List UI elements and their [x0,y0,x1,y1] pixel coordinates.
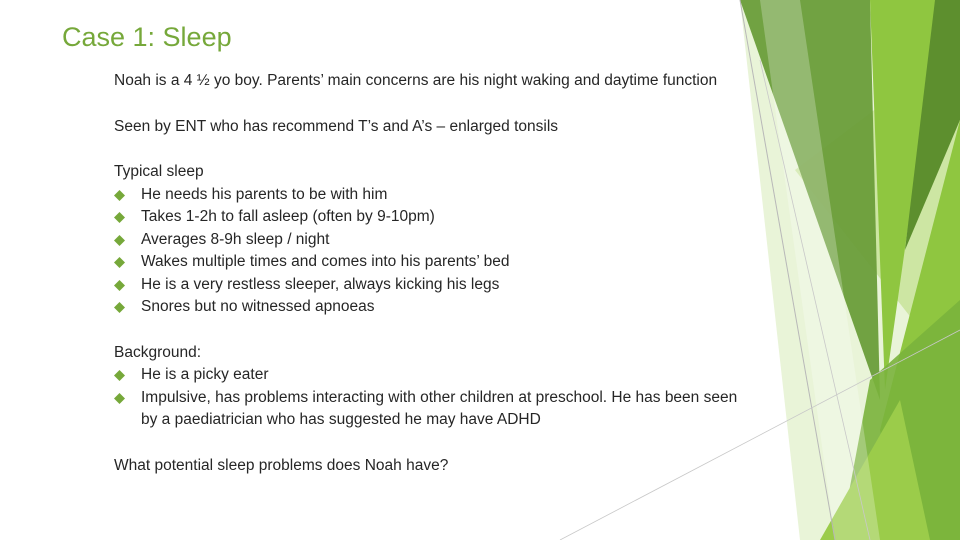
list-item [114,274,744,297]
list-item-text: He is a very restless sleeper, always kicking his legs [141,275,500,293]
list-item [114,251,744,274]
list-item-text: He needs his parents to be with him [141,185,388,203]
diamond-bullet-icon [114,280,125,291]
list-item [114,229,744,252]
list-item [114,184,744,207]
background-heading: Background: [114,343,202,361]
diamond-bullet-icon [114,370,125,381]
list-item [114,206,744,229]
intro-paragraph: Noah is a 4 ½ yo boy. Parents’ main concerns are his night waking and daytime function [114,72,718,89]
typical-sleep-heading: Typical sleep [114,163,204,180]
diamond-bullet-icon [114,190,125,201]
diamond-bullet-icon [114,393,125,404]
slide-body [114,70,744,477]
list-item-text: Impulsive, has problems interacting with other children at preschool. He has been seen by a paediatrician who has suggested he may have ADHD [141,388,738,428]
background-list [114,364,744,432]
list-item-text: Wakes multiple times and comes into his parents’ bed [141,253,510,270]
list-item-text: Averages 8-9h sleep / night [141,230,330,248]
question-paragraph: What potential sleep problems does Noah have? [114,456,449,474]
typical-sleep-list [114,184,744,319]
diamond-bullet-icon [114,235,125,246]
slide-title: Case 1: Sleep [62,22,232,52]
diamond-bullet-icon [114,302,125,313]
list-item-text: Snores but no witnessed apnoeas [141,298,375,315]
list-item [114,364,744,387]
list-item-text: Takes 1-2h to fall asleep (often by 9-10pm) [141,208,435,225]
list-item-text: He is a picky eater [141,366,269,383]
list-item [114,387,744,432]
list-item [114,296,744,319]
diamond-bullet-icon [114,257,125,268]
diamond-bullet-icon [114,212,125,223]
ent-paragraph: Seen by ENT who has recommend T’s and A’s – enlarged tonsils [114,117,559,135]
